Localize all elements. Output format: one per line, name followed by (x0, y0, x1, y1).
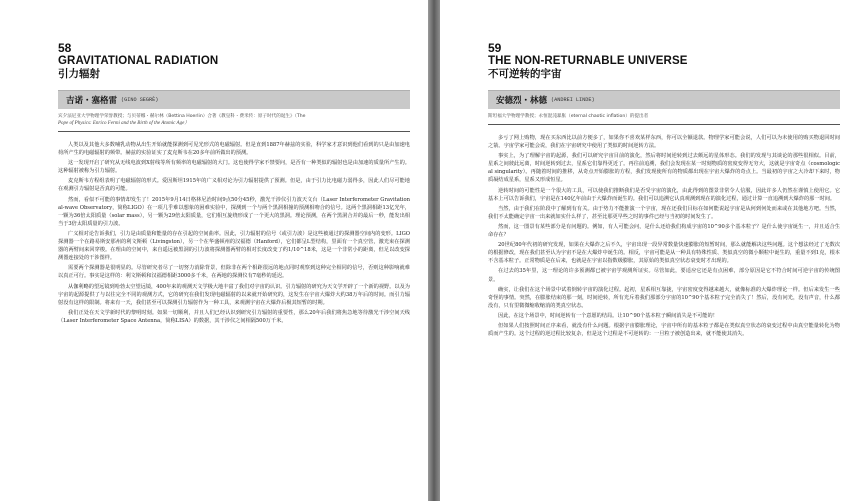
book-gutter (428, 0, 440, 501)
chapter-number: 58 (58, 41, 72, 55)
chapter-title-zh: 引力辐射 (58, 68, 100, 80)
left-page (0, 0, 428, 501)
author-bio (488, 109, 840, 125)
paragraph: 事实上，为了理解宇宙的起源，我们可以研究宇宙目前的演化，然后将时间逆转到过去颇远的星体形态。我们的发现与其谈论的那些很相似。目前，星系之间彼此远离，时间逆转到过去，星系它们靠得更近了。再往前追溯，我们会发现在某一时刻物质的密度变得无穷大，这就是宇宙奇点（cosmological singularity）。再随着时间的推移，从奇点开始膨胀的方程，我们发现使所有的物质都出现在宇宙大爆炸的奇点上。当最初的宇宙之大冷却下来时，物质凝结成星系，星系又形成恒星。 (488, 153, 840, 184)
paragraph: 需要两个探测器是很明显的。尽管研究者尽了一切努力消除背景，但除非在两个相距很远的地点同时观察到这种完全相同的信号，否则这种影响就难以真正可行。事实是这样的：利文斯顿和汉福德相距3000多千米，在两地的探测仪有7毫秒的延迟。 (58, 265, 410, 280)
body-text (58, 141, 410, 325)
chapter-title-en: THE NON-RETURNABLE UNIVERSE (488, 55, 688, 67)
paragraph: 在过去的35年里，这一理论的许多预测都已被宇宙学观测所证实。尽管如此，要适应它还是有点困难，部分原因是它不符合时间可逆宇宙的传统图景。 (488, 268, 840, 283)
right-page-content (488, 42, 840, 340)
body-text (488, 134, 840, 338)
chapter-title-zh: 不可逆转的宇宙 (488, 68, 562, 80)
paragraph: 人类以及其他大多数哺乳动物从出生开始就能探测到可见光形式的电磁辐射。但是直到1887年赫兹的实验，科学家才意识到他们看到的只是由加速电荷所产生的电磁辐射的频带。赫兹的实验证实了麦克斯韦在20多年前所做出的预测。 (58, 142, 410, 157)
paragraph: 这一发现开启了研究从无线电波到X射线等所有频率的电磁辐射的大门。这也使得学家不禁要问，是否有一种类似的辐射也是由加速的质量所产生的。这种辐射被称为引力辐射。 (58, 160, 410, 175)
author-bar (488, 90, 840, 109)
chapter-title-en: GRAVITATIONAL RADIATION (58, 55, 219, 67)
author-bio (58, 109, 410, 132)
paragraph: 当然，由于我们在阶段中了解到有有关。由于势力不能推演一个宇宙，现在还我们目标在如何能说起宇宙是从何到何处而来或在其他地方吧。当然，我们不太能确定宇宙一出来就如实什么样了，甚至比那更早些之时的事件已经与当初的时间发生了。 (488, 205, 840, 220)
author-bio-line: Pope of Physics: Enrico Fermi and the Birth of the Atomic Age） (58, 121, 190, 126)
paragraph: 20世纪80年代初的研究发现，如果在大爆炸之后不久，宇宙出现一段异常数量快速膨胀的短暂时间，那么就能解决这些问题。这个想法经过了无数次的根据修改，现在我们甚至认为宇宙不是在大爆炸中诞生的。相反，宇宙可能是从一种具有特殊性质、类似真空的微小颗粒中诞生的，重量不到1克，根本不含基本粒子。正常物质是在后来，也就是在宇宙以指数级膨胀，其原始的类似真空状态衰变时才出现的。 (488, 242, 840, 265)
author-bio-line: 宾夕法尼亚大学物理学荣誉教授；与贝蒂娜・赫尔林（Bettina Hoerlin）合著《教皇科・费米传：原子时代的诞生》（The (58, 114, 306, 119)
author-name-en: (ANDREI LINDE) (551, 97, 595, 103)
author-name-zh: 吉诺・塞格雷 (66, 96, 118, 106)
paragraph: 多亏了网上购物，现在买东西比以前方便多了，如果你不喜欢某样东西，你可以全额退款。物理学家可能会说，人们可以为未使用的购买物退回时间之箭。宇宙学家可能会说，我们在宇宙研究中使用了类似的时间逆转方法。 (488, 135, 840, 150)
left-page-content (58, 42, 410, 327)
paragraph: 然而，看似不可能的事情却发生了！2015年9月14日格林尼治时间9点50分45秒，激光干涉仪引力波天文台（Laser Interferometer Gravitational-wave Observatory，简称LIGO）在一项几乎难以想象的困难实验中，探测到一个与两个黑洞相撞的预测相吻合的信号。这两个黑洞相距13亿光年，一颗为36倍太阳质量（solar mass），另一颗为29倍太阳质量，它们相互旋绕形成了一个更大的黑洞。理论预测，在两个黑洞合并的最后一秒，能发出相当于3倍太阳质量的引力波。 (58, 196, 410, 227)
author-name-zh: 安德烈・林德 (496, 96, 548, 106)
paragraph: 广义相对论告诉我们，引力是由质量和能量的存在引起的空间曲率。因此，引力辐射的信号（或引力波）是这些被通过的探测器空间内的变形。LIGO探测器一个在路易斯安那州的利文斯顿（Livingston），另一个在华盛顿州的汉福德（Hanford），它们都呈L型结构，里面有一个真空管，激光束在探测器的两臂间来回穿梭。在理由的空间中，来自遥远被黑洞的引力波将探测器两臂的相对长度改变了约1/10^18米，这是一个非常小的距离，但足以改变探测器连接处的干涉图样。 (58, 230, 410, 262)
paragraph: 从伽利略的望远镜到哈勃太空望远镜，400年来的观测天文学极大地丰富了我们对宇宙的认识。引力辐射的研究为天文学开辟了一个新的视野。以及为宇宙的起源提供了与以往完全不同的观测方式，它的研究在我们发现电磁辐射的以来就开始研究的，这发生在宇宙大爆炸大约38万年后的时间。而引力辐射没有这样的限制。将来有一天，我们甚至可以探测引力辐射作为一种工具，来观测宇宙在大爆炸后极其短暂的时期。 (58, 283, 410, 306)
author-name-en: (GINO SEGRÈ) (121, 97, 159, 103)
paragraph: 麦克斯韦方程组表明了电磁辐射的形式。爱因斯坦1915年的广义相对论为引力辐射提供了预测。但是，由于引力比电磁力弱得多，因此人们尽可能地在观测引力辐射是否真的可能。 (58, 178, 410, 193)
chapter-number: 59 (488, 41, 502, 55)
paragraph: 因此，在这个场景中，时间逆转有一个意愿的结局。让10^90个基本粒子瞬间消失是不可能的！ (498, 312, 718, 319)
paragraph: 确实，让我们在这个场景中试着倒转宇宙的演化过程。起初，星系相互靠拢，宇宙密度变得越来越大，就像标准的大爆炸理论一样。但后来发生一些奇怪的事情。突然，在膨胀结束的那一刻，时间逆转，所有光斥着我们那部分宇宙的10^90个基本粒子完全消失了！然后，没有问光，没有声音，什么都没有，只有里微微缩收缩消的类真空状态。 (488, 286, 840, 309)
paragraph: 我们正处在天文学新时代的黎明时刻。如果一切顺利，并且人们已经认识到研究引力辐射的重要性，那么20年后我们将焦急地等待激光干涉空间天线（Laser Interferometer Space Antenna，简称LISA）的数据，其干涉仪之间相隔500万千米。 (58, 309, 410, 324)
right-page (440, 0, 868, 501)
author-bio-line: 斯坦福大学物理学教授；永恒混沌暴胀（eternal chaotic inflation）的提出者 (488, 114, 649, 119)
paragraph: 但如果人们按照时间正序来看，就没有什么问题。根据宇宙膨胀理论，宇宙中所有的基本粒子都是在类似真空状态的衰变过程中由真空能量转化为物质而产生的。这个过程的逆过程比较复杂，但是这个过程是不可逆转的：一旦粒子被创造出来，就不能使其消失。 (488, 322, 840, 338)
paragraph: 逆转时间的可能性是一个很大的工具，可以使我们推断我们是否受宇宙的演化，由此得到的图景非常令人信服，因此许多人仍然在谨慎上使用它。它基本上可以告诉我们，宇宙是在140亿年前由于大爆炸而诞生的。我们可以追溯它认真观测到现在的演化过程，通过计算一直追溯到大爆炸的那一时间。 (488, 187, 840, 202)
author-bar (58, 90, 410, 109)
paragraph: 然而，这一图景有某些部分是有问题的。例如，有人可能会问，是什么还给我们构成宇宙的10^90多个基本粒子？是什么使宇宙诞生一，并且适合生命存在？ (488, 223, 840, 239)
